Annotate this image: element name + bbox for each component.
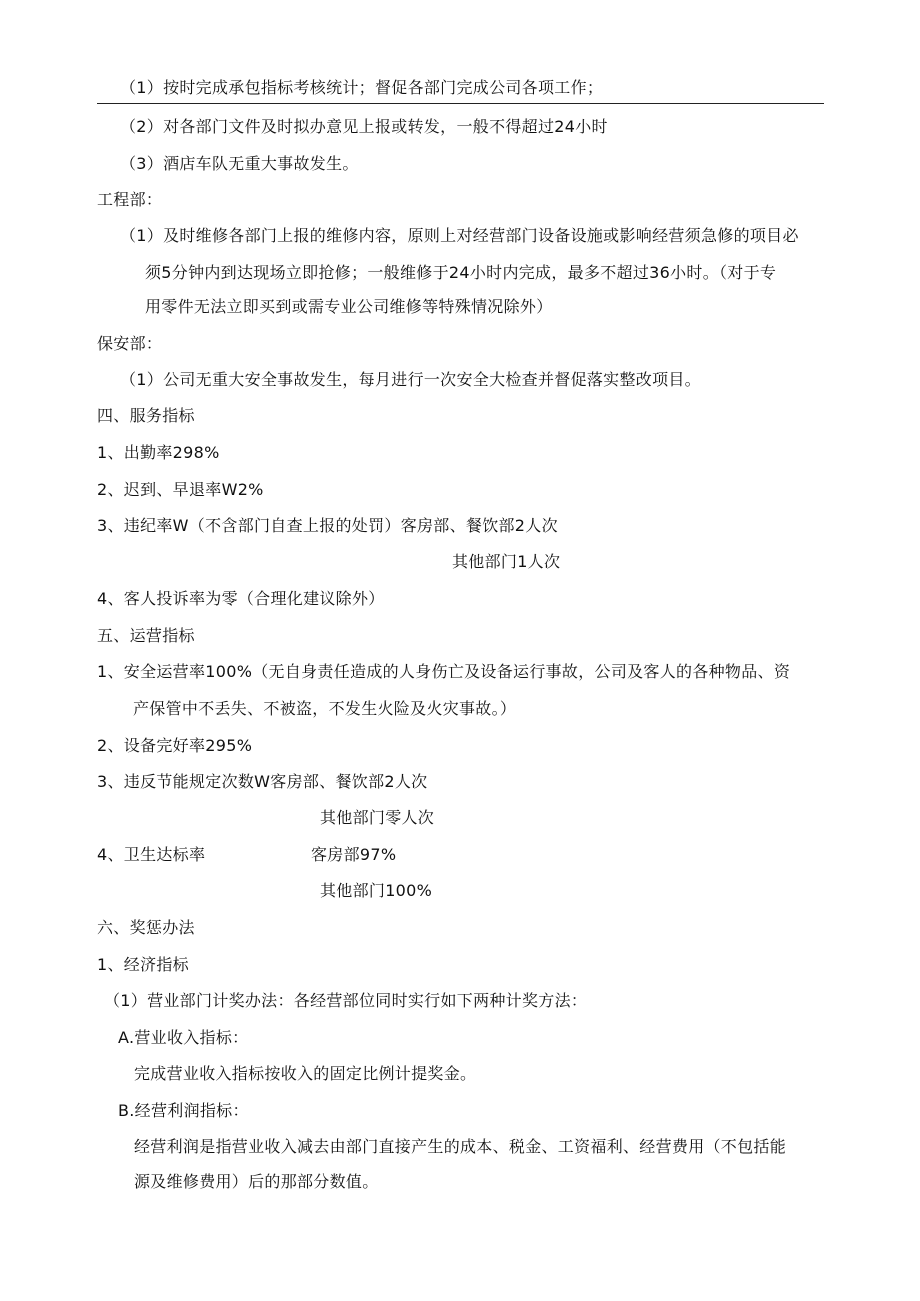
list-item-continuation: 其他部门1人次 xyxy=(452,552,561,571)
section-heading: 六、奖惩办法 xyxy=(97,918,195,937)
text-line: 经营利润是指营业收入减去由部门直接产生的成本、税金、工资福利、经营费用（不包括能 xyxy=(134,1137,787,1156)
list-item: 1、出勤率298% xyxy=(97,443,220,462)
text-line: （1）营业部门计奖办法：各经营部位同时实行如下两种计奖方法： xyxy=(104,991,588,1010)
list-item: 3、违反节能规定次数W客房部、餐饮部2人次 xyxy=(97,772,428,791)
section-heading: 保安部： xyxy=(97,334,163,353)
header-rule xyxy=(97,103,824,104)
text-line: 完成营业收入指标按收入的固定比例计提奖金。 xyxy=(134,1064,477,1083)
list-item-continuation: 其他部门零人次 xyxy=(320,808,435,827)
text-line: （1）按时完成承包指标考核统计；督促各部门完成公司各项工作； xyxy=(120,78,604,97)
list-item-continuation: 其他部门100% xyxy=(320,881,433,900)
list-item: 1、经济指标 xyxy=(97,955,189,974)
list-item: 2、设备完好率295% xyxy=(97,736,253,755)
list-item: 1、安全运营率100%（无自身责任造成的人身伤亡及设备运行事故，公司及客人的各种物品、资 xyxy=(97,662,791,681)
text-line: 源及维修费用）后的那部分数值。 xyxy=(134,1172,379,1191)
section-heading: 工程部： xyxy=(97,190,163,209)
text-line: 须5分钟内到达现场立即抢修；一般维修于24小时内完成，最多不超过36小时。（对于专 xyxy=(145,263,777,282)
text-line: 产保管中不丢失、不被盗，不发生火险及火灾事故。） xyxy=(133,699,517,718)
sub-heading: B.经营利润指标： xyxy=(118,1101,249,1120)
section-heading: 五、运营指标 xyxy=(97,626,195,645)
list-item-value: 客房部97% xyxy=(311,845,397,864)
sub-heading: A.营业收入指标： xyxy=(118,1028,249,1047)
text-line: （1）公司无重大安全事故发生，每月进行一次安全大检查并督促落实整改项目。 xyxy=(120,370,701,389)
text-line: 用零件无法立即买到或需专业公司维修等特殊情况除外） xyxy=(145,297,553,316)
list-item: 2、迟到、早退率W2% xyxy=(97,480,264,499)
section-heading: 四、服务指标 xyxy=(97,406,195,425)
list-item: 4、客人投诉率为零（合理化建议除外） xyxy=(97,589,385,608)
list-item: 4、卫生达标率 xyxy=(97,845,206,864)
text-line: （3）酒店车队无重大事故发生。 xyxy=(120,154,359,173)
text-line: （2）对各部门文件及时拟办意见上报或转发，一般不得超过24小时 xyxy=(120,117,608,136)
list-item: 3、违纪率W（不含部门自查上报的处罚）客房部、餐饮部2人次 xyxy=(97,516,558,535)
text-line: （1）及时维修各部门上报的维修内容，原则上对经营部门设备设施或影响经营须急修的项目必 xyxy=(120,226,799,245)
